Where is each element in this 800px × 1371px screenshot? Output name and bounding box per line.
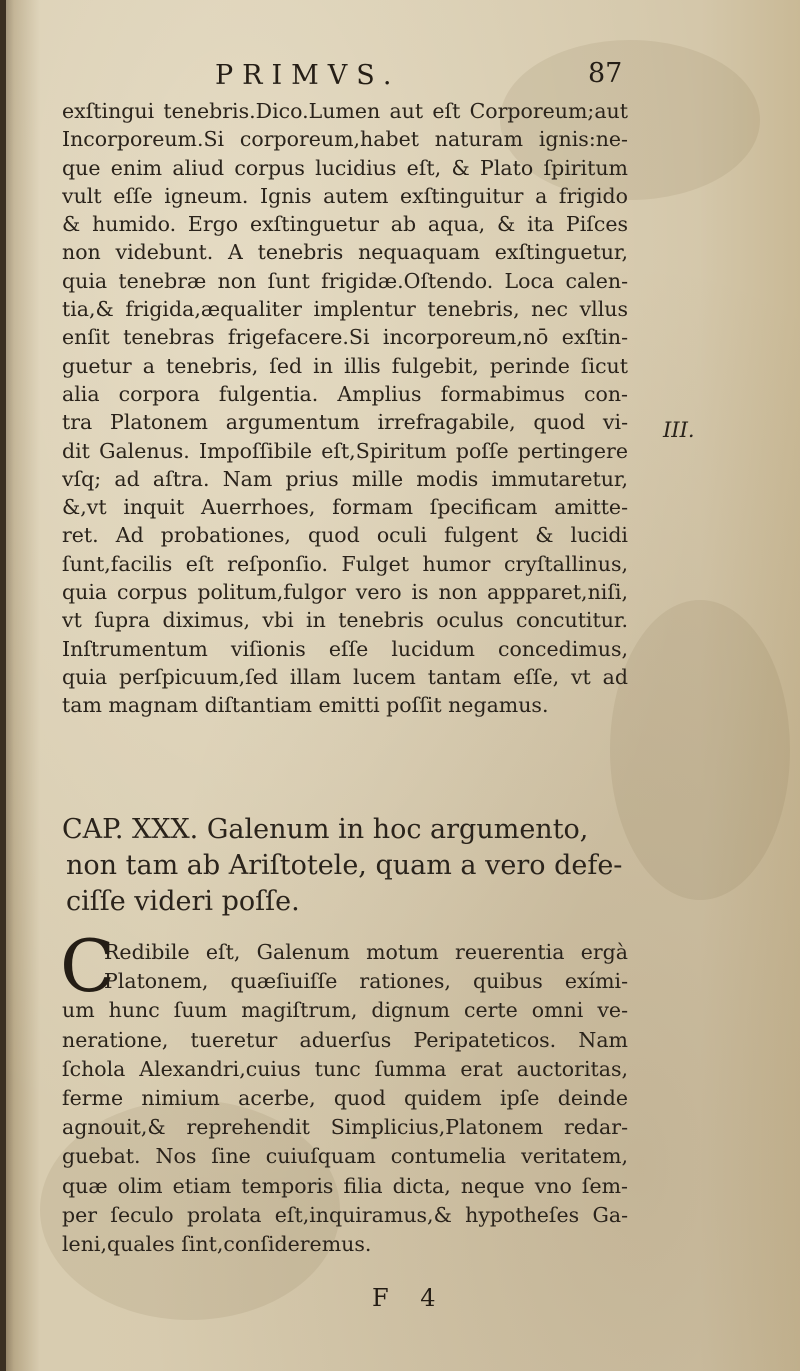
text-line: enſit tenebras frigefacere.Si incorporeum,nō exſtin- <box>62 325 628 350</box>
text-line: ſunt,facilis eſt reſponſio. Fulget humor cryſtallinus, <box>62 551 628 576</box>
text-line: tia,& frigida,æqualiter implentur tenebris, nec vllus <box>62 297 628 322</box>
text-line: quæ olim etiam temporis filia dicta, neque vno ſem- <box>62 1173 628 1198</box>
text-line: quia tenebræ non ſunt frigidæ.Oſtendo. Loca calen- <box>62 268 628 293</box>
chapter-heading-line: non tam ab Ariſtotele, quam a vero defe- <box>66 850 623 881</box>
chapter-heading-line: ciſſe videri poſſe. <box>66 886 300 917</box>
text-line: per ſeculo prolata eſt,inquiramus,& hypotheſes Ga- <box>62 1202 628 1227</box>
binding-gutter <box>0 0 6 1371</box>
text-line: ſchola Alexandri,cuius tunc ſumma erat auctoritas, <box>62 1056 628 1081</box>
page-header <box>0 58 800 98</box>
text-line: leni,quales ſint,conſideremus. <box>62 1231 372 1256</box>
text-line: vt ſupra diximus, vbi in tenebris oculus concutitur. <box>62 608 628 633</box>
marginal-note: III. <box>663 418 695 442</box>
text-line: tra Platonem argumentum irrefragabile, quod vi- <box>62 410 628 435</box>
text-line: tam magnam diſtantiam emitti poſſit negamus. <box>62 693 549 718</box>
text-line: Incorporeum.Si corporeum,habet naturam ignis:ne- <box>62 127 628 152</box>
text-line: neratione, tueretur aduerſus Peripateticos. Nam <box>62 1027 628 1052</box>
text-line: &,vt inquit Auerrhoes, formam ſpecificam amitte- <box>62 495 628 520</box>
text-line: guebat. Nos ſine cuiuſquam contumelia veritatem, <box>62 1144 628 1169</box>
text-line: que enim aliud corpus lucidius eſt, & Plato ſpiritum <box>62 155 628 180</box>
chapter-heading-line: CAP. XXX. Galenum in hoc argumento, <box>62 814 589 845</box>
text-line: Inſtrumentum viſionis eſſe lucidum concedimus, <box>62 636 628 661</box>
body-text-block <box>62 97 628 720</box>
text-line: vult eſſe igneum. Ignis autem exſtinguitur a frigido <box>62 183 628 208</box>
text-line: um hunc ſuum magiſtrum, dignum certe omni ve- <box>62 998 628 1023</box>
text-line: vſq; ad aſtra. Nam prius mille modis immutaretur, <box>62 466 628 491</box>
drop-cap: C <box>60 924 116 1008</box>
text-line: non videbunt. A tenebris nequaquam exſtinguetur, <box>62 240 628 265</box>
text-line: dit Galenus. Impoſſibile eſt,Spiritum poſſe pertingere <box>62 438 628 463</box>
chapter-paragraph <box>60 924 628 1259</box>
signature-mark: F 4 <box>372 1284 448 1312</box>
text-line: alia corpora fulgentia. Amplius formabimus con- <box>62 381 628 406</box>
text-line: guetur a tenebris, ſed in illis fulgebit, perinde ſicut <box>62 353 628 378</box>
paper-stain <box>610 600 790 900</box>
running-head: PRIMVS. <box>215 60 401 91</box>
text-line: ret. Ad probationes, quod oculi fulgent & lucidi <box>62 523 628 548</box>
text-line: quia perſpicuum,ſed illam lucem tantam eſſe, vt ad <box>62 664 628 689</box>
text-line: Redibile eſt, Galenum motum reuerentia ergà <box>104 940 628 964</box>
text-line: agnouit,& reprehendit Simplicius,Platonem redar- <box>62 1115 628 1140</box>
text-line: quia corpus politum,fulgor vero is non appparet,niſi, <box>62 580 628 605</box>
page-number: 87 <box>588 58 623 89</box>
chapter-heading <box>62 812 628 920</box>
text-line: ferme nimium acerbe, quod quidem ipſe deinde <box>62 1085 628 1110</box>
text-line: & humido. Ergo exſtinguetur ab aqua, & ita Piſces <box>62 212 628 237</box>
text-line: Platonem, quæſiuiſſe rationes, quibus exími- <box>104 969 628 994</box>
text-line: exſtingui tenebris.Dico.Lumen aut eſt Corporeum;aut <box>62 99 628 123</box>
